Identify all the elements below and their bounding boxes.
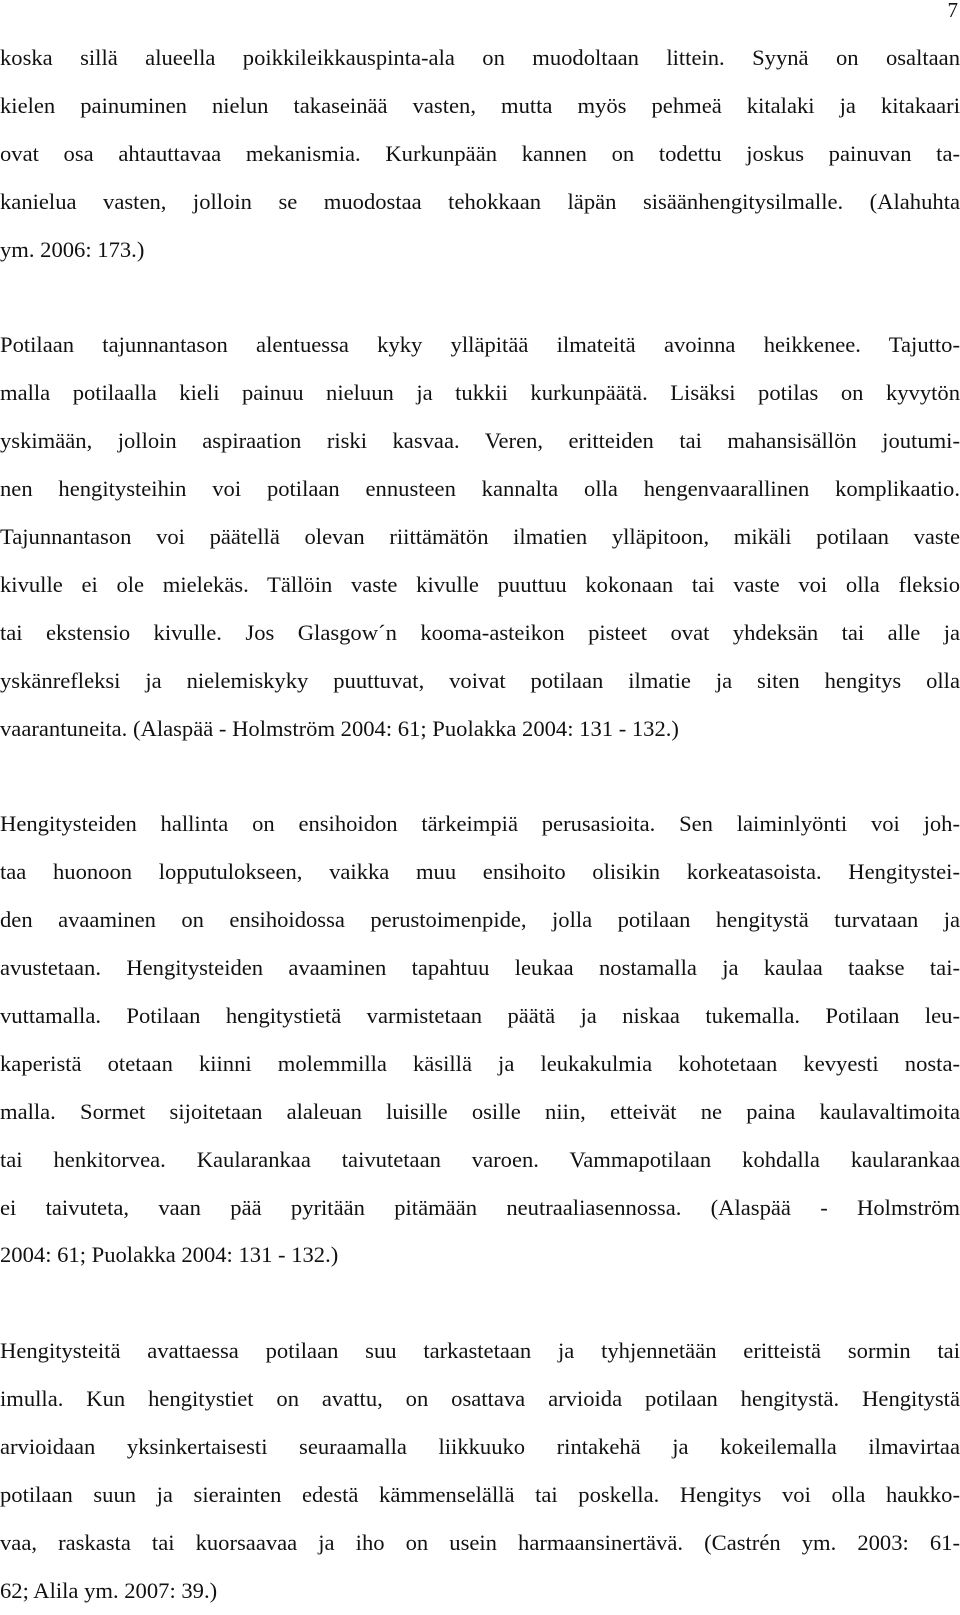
text-line: ym. 2006: 173.) [0,236,145,262]
text-line: Tajunnantason voi päätellä olevan riittämätön ilmatien ylläpitoon, mikäli potilaan vaste [0,524,960,550]
text-line: vaa, raskasta tai kuorsaavaa ja iho on usein harmaansinertävä. (Castrén ym. 2003: 61- [0,1529,960,1555]
paragraph-1 [0,34,960,273]
text-line: kanielua vasten, jolloin se muodostaa tehokkaan läpän sisäänhengitysilmalle. (Alahuhta [0,188,960,214]
paragraph-3 [0,800,960,1279]
text-line: ei taivuteta, vaan pää pyritään pitämään neutraaliasennossa. (Alaspää - Holmström [0,1194,960,1220]
text-line: 2004: 61; Puolakka 2004: 131 - 132.) [0,1242,339,1268]
text-line: tai henkitorvea. Kaularankaa taivutetaan varoen. Vammapotilaan kohdalla kaularankaa [0,1146,960,1172]
paragraph-spacer [0,1279,960,1327]
text-line: vuttamalla. Potilaan hengitystietä varmistetaan päätä ja niskaa tukemalla. Potilaan leu- [0,1003,960,1029]
text-line: yskänrefleksi ja nielemiskyky puuttuvat, voivat potilaan ilmatie ja siten hengitys olla [0,667,960,693]
paragraph-spacer [0,273,960,321]
text-line: potilaan suun ja sierainten edestä kämmenselällä tai poskella. Hengitys voi olla haukko- [0,1482,960,1508]
paragraph-4 [0,1327,960,1614]
text-line: taa huonoon lopputulokseen, vaikka muu ensihoito olisikin korkeatasoista. Hengitystei- [0,859,960,885]
text-line: 62; Alila ym. 2007: 39.) [0,1577,218,1603]
text-line: den avaaminen on ensihoidossa perustoimenpide, jolla potilaan hengitystä turvataan ja [0,907,960,933]
text-line: koska sillä alueella poikkileikkauspinta-ala on muodoltaan littein. Syynä on osaltaan [0,45,960,70]
text-line: kielen painuminen nielun takaseinää vasten, mutta myös pehmeä kitalaki ja kitakaari [0,92,960,118]
text-line: imulla. Kun hengitystiet on avattu, on osattava arvioida potilaan hengitystä. Hengitystä [0,1386,960,1412]
text-line: yskimään, jolloin aspiraation riski kasvaa. Veren, eritteiden tai mahansisällön joutumi- [0,428,960,454]
text-line: ovat osa ahtauttavaa mekanismia. Kurkunpään kannen on todettu joskus painuvan ta- [0,140,960,166]
text-line: arvioidaan yksinkertaisesti seuraamalla liikkuuko rintakehä ja kokeilemalla ilmavirtaa [0,1434,960,1460]
paragraph-spacer [0,752,960,800]
document-body [0,34,960,1615]
text-line: kivulle ei ole mielekäs. Tällöin vaste kivulle puuttuu kokonaan tai vaste voi olla fleksio [0,571,960,597]
text-line: Hengitysteiden hallinta on ensihoidon tärkeimpiä perusasioita. Sen laiminlyönti voi joh- [0,811,960,837]
page-number: 7 [947,0,958,22]
text-line: nen hengitysteihin voi potilaan ennusteen kannalta olla hengenvaarallinen komplikaatio. [0,476,960,502]
text-line: Hengitysteitä avattaessa potilaan suu tarkastetaan ja tyhjennetään eritteistä sormin tai [0,1338,960,1364]
text-line: tai ekstensio kivulle. Jos Glasgow´n kooma-asteikon pisteet ovat yhdeksän tai alle ja [0,619,960,645]
text-line: kaperistä otetaan kiinni molemmilla käsillä ja leukakulmia kohotetaan kevyesti nosta- [0,1050,960,1076]
text-line: malla potilaalla kieli painuu nieluun ja tukkii kurkunpäätä. Lisäksi potilas on kyvytön [0,380,960,406]
text-line: Potilaan tajunnantason alentuessa kyky ylläpitää ilmateitä avoinna heikkenee. Tajutto- [0,332,960,358]
text-line: vaarantuneita. (Alaspää - Holmström 2004: 61; Puolakka 2004: 131 - 132.) [0,715,679,741]
paragraph-2 [0,321,960,752]
text-line: malla. Sormet sijoitetaan alaleuan luisille osille niin, etteivät ne paina kaulavaltimoita [0,1098,960,1124]
text-line: avustetaan. Hengitysteiden avaaminen tapahtuu leukaa nostamalla ja kaulaa taakse tai- [0,955,960,981]
